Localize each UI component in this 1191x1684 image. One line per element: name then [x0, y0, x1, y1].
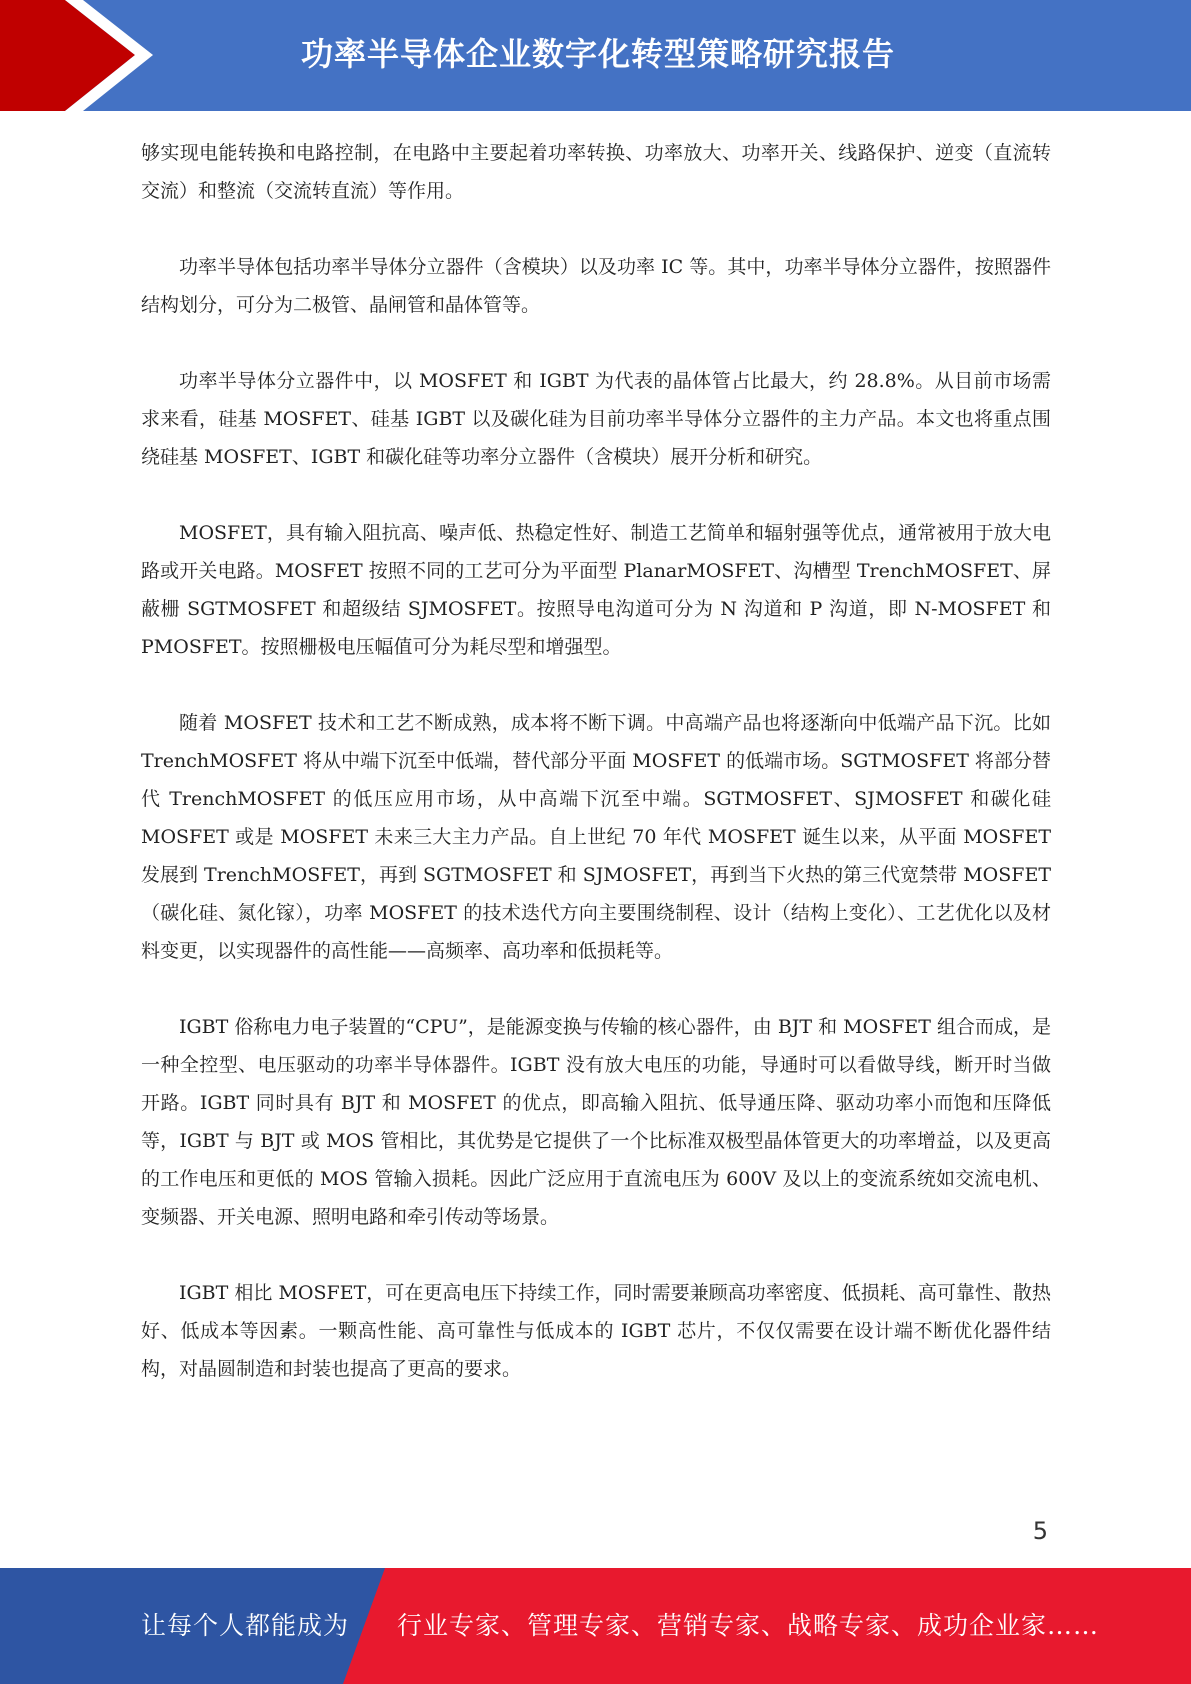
- page-number: 5: [1032, 1517, 1048, 1545]
- report-title: 功率半导体企业数字化转型策略研究报告: [300, 35, 895, 73]
- paragraph: 功率半导体包括功率半导体分立器件（含模块）以及功率 IC 等。其中，功率半导体分立器件，按照器件结构划分，可分为二极管、晶闸管和晶体管等。: [141, 256, 1051, 316]
- footer-banner: [0, 1568, 1191, 1684]
- paragraph: MOSFET，具有输入阻抗高、噪声低、热稳定性好、制造工艺简单和辐射强等优点，通常被用于放大电路或开关电路。MOSFET 按照不同的工艺可分为平面型 PlanarMOSFET、沟槽型 TrenchMOSFET、屏蔽栅 SGTMOSFET 和超级结 SJMOSFET。按照导电沟道可分为 N 沟道和 P 沟道，即 N-MOSFET 和 PMOSFET。按照栅极电压幅值可分为耗尽型和增强型。: [141, 522, 1051, 658]
- footer-slogan-right: 行业专家、管理专家、营销专家、战略专家、成功企业家……: [397, 1611, 1100, 1640]
- paragraph-continued: 够实现电能转换和电路控制，在电路中主要起着功率转换、功率放大、功率开关、线路保护、逆变（直流转交流）和整流（交流转直流）等作用。: [141, 142, 1051, 202]
- paragraph: 随着 MOSFET 技术和工艺不断成熟，成本将不断下调。中高端产品也将逐渐向中低端产品下沉。比如 TrenchMOSFET 将从中端下沉至中低端，替代部分平面 MOSFET 的低端市场。SGTMOSFET 将部分替代 TrenchMOSFET 的低压应用市场，从中高端下沉至中端。SGTMOSFET、SJMOSFET 和碳化硅 MOSFET 或是 MOSFET 未来三大主力产品。自上世纪 70 年代 MOSFET 诞生以来，从平面 MOSFET 发展到 TrenchMOSFET，再到 SGTMOSFET 和 SJMOSFET，再到当下火热的第三代宽禁带 MOSFET（碳化硅、氮化镓），功率 MOSFET 的技术迭代方向主要围绕制程、设计（结构上变化）、工艺优化以及材料变更，以实现器件的高性能——高频率、高功率和低损耗等。: [141, 712, 1051, 962]
- header-red-arrow: [0, 0, 135, 111]
- header-banner: [0, 0, 1191, 111]
- paragraph: 功率半导体分立器件中，以 MOSFET 和 IGBT 为代表的晶体管占比最大，约 28.8%。从目前市场需求来看，硅基 MOSFET、硅基 IGBT 以及碳化硅为目前功率半导体分立器件的主力产品。本文也将重点围绕硅基 MOSFET、IGBT 和碳化硅等功率分立器件（含模块）展开分析和研究。: [141, 370, 1051, 468]
- footer-slogan-left: 让每个人都能成为: [141, 1611, 350, 1640]
- paragraph: IGBT 相比 MOSFET，可在更高电压下持续工作，同时需要兼顾高功率密度、低损耗、高可靠性、散热好、低成本等因素。一颗高性能、高可靠性与低成本的 IGBT 芯片，不仅仅需要在设计端不断优化器件结构，对晶圆制造和封装也提高了更高的要求。: [141, 1282, 1051, 1380]
- document-body: [141, 134, 1051, 1426]
- paragraph: IGBT 俗称电力电子装置的“CPU”，是能源变换与传输的核心器件，由 BJT 和 MOSFET 组合而成，是一种全控型、电压驱动的功率半导体器件。IGBT 没有放大电压的功能，导通时可以看做导线，断开时当做开路。IGBT 同时具有 BJT 和 MOSFET 的优点，即高输入阻抗、低导通压降、驱动功率小而饱和压降低等，IGBT 与 BJT 或 MOS 管相比，其优势是它提供了一个比标准双极型晶体管更大的功率增益，以及更高的工作电压和更低的 MOS 管输入损耗。因此广泛应用于直流电压为 600V 及以上的变流系统如交流电机、变频器、开关电源、照明电路和牵引传动等场景。: [141, 1016, 1051, 1228]
